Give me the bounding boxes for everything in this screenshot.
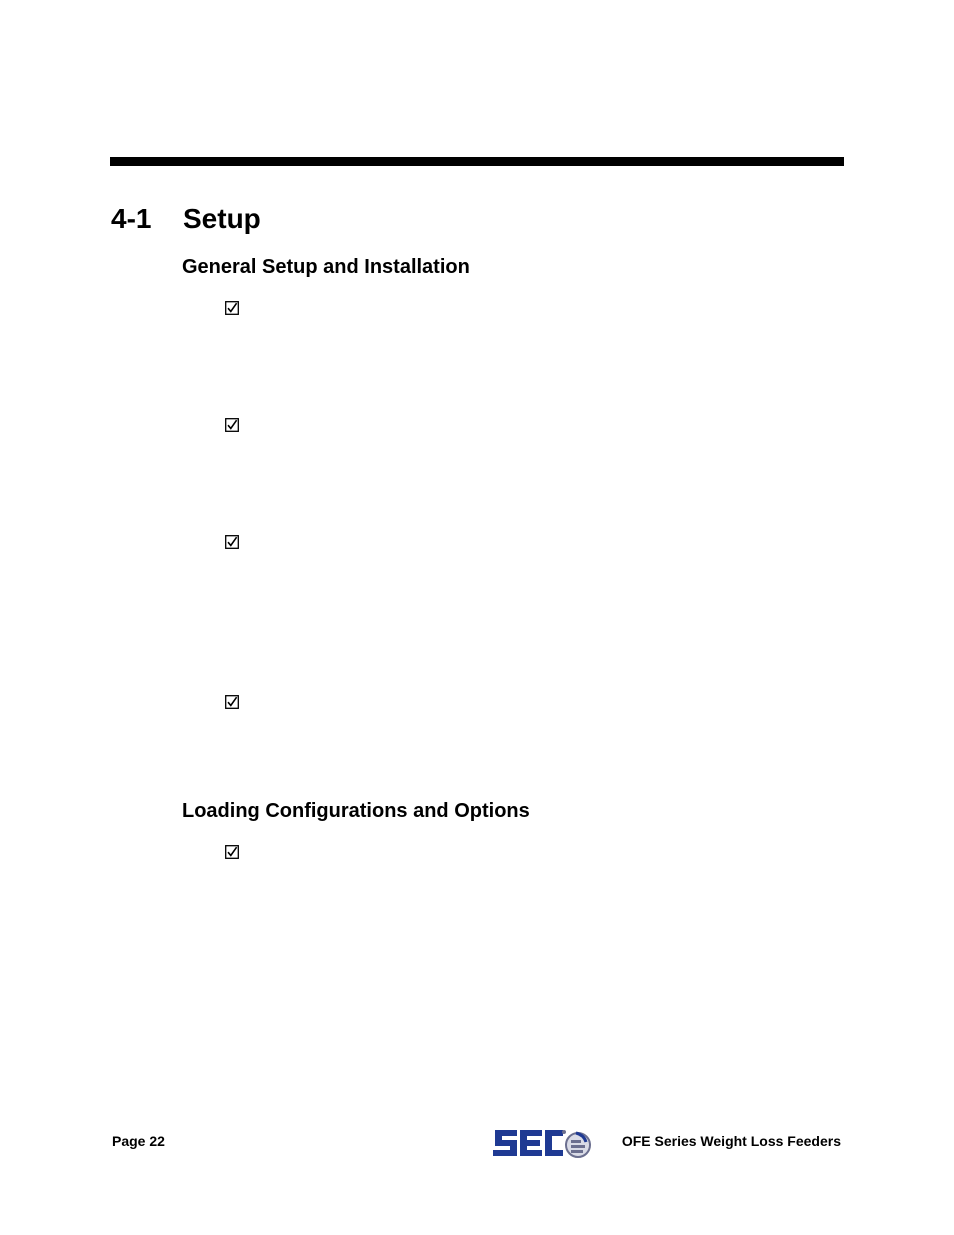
section-heading-loading-configurations: Loading Configurations and Options xyxy=(182,800,530,822)
footer-page-number: Page 22 xyxy=(112,1133,165,1149)
chapter-number: 4-1 xyxy=(111,203,152,234)
checked-box-icon xyxy=(225,418,239,432)
chapter-title: Setup xyxy=(183,203,261,234)
sec-logo xyxy=(491,1124,593,1162)
chapter-heading xyxy=(111,201,261,237)
checked-box-icon xyxy=(225,695,239,709)
checked-box-icon xyxy=(225,845,239,859)
footer-product-title: OFE Series Weight Loss Feeders xyxy=(621,1133,841,1149)
section-heading-general-setup: General Setup and Installation xyxy=(182,256,470,278)
checked-box-icon xyxy=(225,301,239,315)
checked-box-icon xyxy=(225,535,239,549)
header-rule xyxy=(110,157,844,166)
